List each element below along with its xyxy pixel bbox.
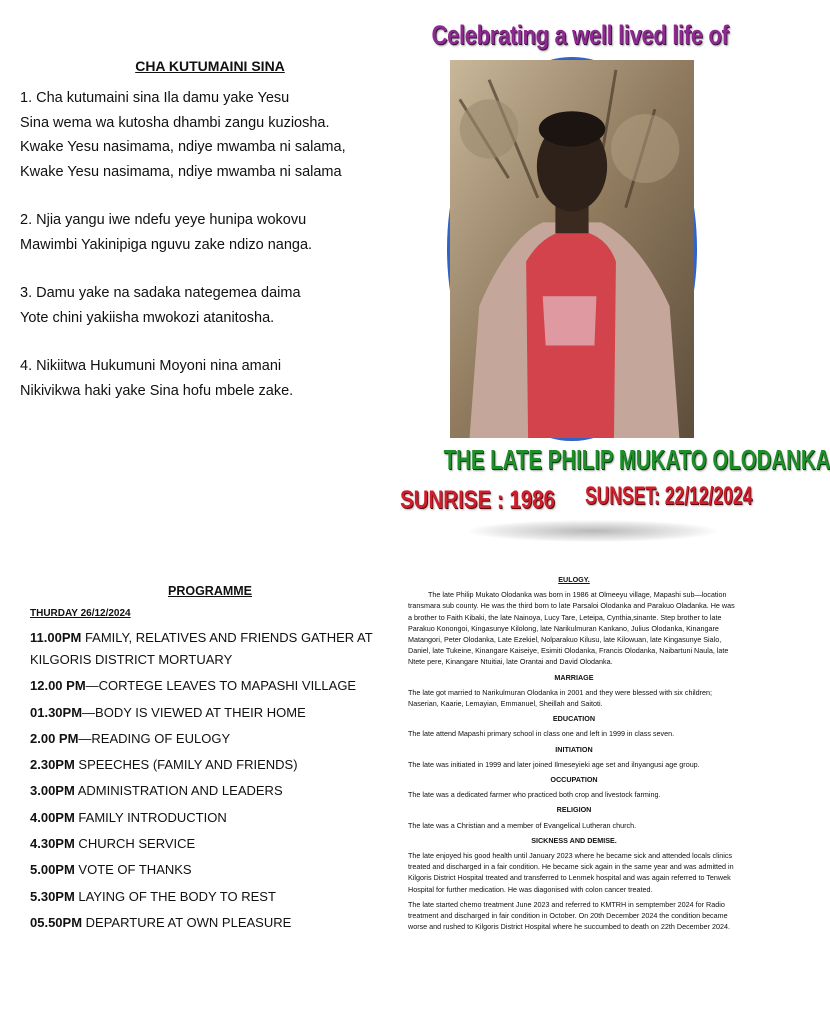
verse-line: Nikivikwa haki yake Sina hofu mbele zake. bbox=[20, 382, 294, 399]
celebration-title: Celebrating a well lived life of bbox=[431, 20, 729, 50]
programme-activity: FAMILY, RELATIVES AND FRIENDS GATHER AT KILGORIS DISTRICT MORTUARY bbox=[30, 630, 373, 667]
programme-item bbox=[30, 675, 390, 697]
programme-title: PROGRAMME bbox=[167, 584, 253, 598]
eulogy-title: EULOGY. bbox=[558, 575, 590, 584]
hymn-verse-3 bbox=[20, 281, 380, 330]
programme-item bbox=[30, 728, 390, 750]
eulogy-paragraph: The late attend Mapashi primary school in class one and left in 1999 in class seven. bbox=[408, 729, 675, 739]
eulogy-paragraph: The late enjoyed his good health until January 2023 where he became sick and attended locals clinics treated and discharged in a fair condition. He became sick again in the same year and was admitted in Kilgoris District Hospital treated and transferred to Lenmek hospital and was again referred to Tenwek Hospital for further medication. He was diagonised with colon cancer treated. bbox=[408, 851, 734, 894]
programme-activity: —BODY IS VIEWED AT THEIR HOME bbox=[82, 704, 306, 720]
hymn-verse-2 bbox=[20, 208, 380, 257]
programme-time: 11.00PM bbox=[30, 630, 82, 645]
programme-time: 5.00PM bbox=[30, 862, 75, 878]
programme-activity: VOTE OF THANKS bbox=[74, 862, 192, 878]
verse-line: 3. Damu yake na sadaka nategemea daima bbox=[20, 285, 301, 301]
verse-line: Mawimbi Yakinipiga nguvu zake ndizo nanga. bbox=[20, 236, 313, 253]
verse-line: 2. Njia yangu iwe ndefu yeye hunipa wokovu bbox=[20, 212, 307, 228]
hymn-title: CHA KUTUMAINI SINA bbox=[135, 58, 285, 74]
programme-time: 3.00PM bbox=[30, 783, 75, 799]
programme-item bbox=[30, 886, 390, 908]
programme-time: 5.30PM bbox=[30, 888, 75, 904]
programme-time: 01.30PM bbox=[30, 704, 83, 720]
eulogy-section bbox=[408, 570, 740, 936]
programme-activity: CHURCH SERVICE bbox=[74, 836, 196, 852]
programme-time: 2.30PM bbox=[30, 757, 75, 773]
deceased-name: THE LATE PHILIP MUKATO OLODANKA bbox=[443, 444, 830, 475]
programme-item bbox=[30, 859, 390, 881]
decorative-shadow bbox=[468, 520, 718, 542]
verse-line: Sina wema wa kutosha dhambi zangu kuziosha. bbox=[20, 114, 330, 131]
eulogy-heading: INITIATION bbox=[555, 744, 593, 754]
eulogy-heading: EDUCATION bbox=[552, 714, 596, 724]
eulogy-paragraph: The late got married to Narikulmuran Olodanka in 2001 and they were blessed with six children; Naserian, Kaarie, Lemayian, Emmanuel, Sheillah and Saitoti. bbox=[408, 687, 713, 709]
programme-item bbox=[30, 702, 390, 724]
eulogy-heading: RELIGION bbox=[556, 805, 592, 815]
programme-list bbox=[30, 627, 390, 934]
eulogy-paragraph: The late was initiated in 1999 and later joined Ilmeseyieki age set and ilnyangusi age group. bbox=[408, 759, 700, 769]
programme-item bbox=[30, 833, 390, 855]
sunrise-date: SUNRISE : 1986 bbox=[400, 486, 555, 514]
programme-item bbox=[30, 912, 390, 934]
eulogy-paragraph: The late was a Christian and a member of Evangelical Lutheran church. bbox=[408, 820, 637, 830]
programme-activity: FAMILY INTRODUCTION bbox=[74, 809, 227, 825]
programme-item bbox=[30, 627, 390, 671]
programme-time: 05.50PM bbox=[30, 914, 83, 930]
programme-activity: —CORTEGE LEAVES TO MAPASHI VILLAGE bbox=[85, 678, 357, 694]
programme-activity: LAYING OF THE BODY TO REST bbox=[74, 888, 276, 904]
verse-line: 4. Nikiitwa Hukumuni Moyoni nina amani bbox=[20, 358, 282, 374]
programme-activity: ADMINISTRATION AND LEADERS bbox=[74, 783, 283, 799]
verse-line: Kwake Yesu nasimama, ndiye mwamba ni salama bbox=[20, 163, 342, 180]
programme-time: 12.00 PM bbox=[30, 678, 86, 694]
sunset-date: SUNSET: 22/12/2024 bbox=[585, 482, 753, 510]
hymn-verse-1 bbox=[20, 86, 380, 184]
eulogy-heading: OCCUPATION bbox=[550, 775, 598, 785]
programme-time: 2.00 PM bbox=[30, 730, 79, 746]
eulogy-intro: The late Philip Mukato Olodanka was born in 1986 at Olmeeyu village, Mapashi sub—location transmara sub county. He was the third born to late Parsaloi Olodanka and Parakuo Oladanka. He was a brother to Faith Kibaki, the late Nainoya, Lucy Tare, Leteipa, Cynthia,sinante. Step brother to late Parakuo Konongoi, Kingasunye Kilolong, late Narikulmuran Kankano, Julius Olodanka, Kinangare Matangori, Peter Olodanka, Late Ezekiel, Nolparakuo Kilusu, late Kilowuan, late Kingasunye Sialo, Daniel, late Tukeine, Kinangare Kaiseiye, Esimiti Olodanka, Francis Olodanka, Naibartuni Naula, late Ntete pere, Kinangare Ntuitiai, late Orantai and David Olodanka. bbox=[408, 590, 735, 667]
programme-activity: DEPARTURE AT OWN PLEASURE bbox=[82, 914, 292, 930]
programme-activity: SPEECHES (FAMILY AND FRIENDS) bbox=[74, 757, 298, 773]
eulogy-heading: MARRIAGE bbox=[554, 672, 594, 682]
eulogy-paragraph: The late was a dedicated farmer who practiced both crop and livestock farming. bbox=[408, 790, 661, 800]
programme-time: 4.00PM bbox=[30, 809, 75, 825]
eulogy-sections bbox=[408, 672, 740, 895]
programme-item bbox=[30, 754, 390, 776]
portrait-photo bbox=[447, 57, 697, 441]
hymn-section bbox=[20, 58, 380, 427]
verse-line: Yote chini yakiisha mwokozi atanitosha. bbox=[20, 309, 275, 326]
verse-line: Kwake Yesu nasimama, ndiye mwamba ni salama, bbox=[20, 139, 346, 155]
verse-line: 1. Cha kutumaini sina Ila damu yake Yesu bbox=[20, 90, 290, 106]
eulogy-closing: The late started chemo treatment June 2023 and referred to KMTRH in semptember 2024 for Radio treatment and discharged in fair condition in October. On 20th December 2024 the condition became worse and rushed to Kilgoris District Hospital where he succumbed to death on 22th December 2024. bbox=[408, 899, 731, 932]
programme-item bbox=[30, 780, 390, 802]
programme-time: 4.30PM bbox=[30, 836, 75, 852]
eulogy-heading: SICKNESS AND DEMISE. bbox=[531, 835, 617, 845]
programme-activity: —READING OF EULOGY bbox=[78, 730, 231, 746]
programme-date: THURDAY 26/12/2024 bbox=[30, 608, 131, 619]
hymn-verse-4 bbox=[20, 354, 380, 403]
programme-item bbox=[30, 807, 390, 829]
portrait-illustration bbox=[450, 60, 694, 438]
programme-section bbox=[30, 584, 390, 938]
